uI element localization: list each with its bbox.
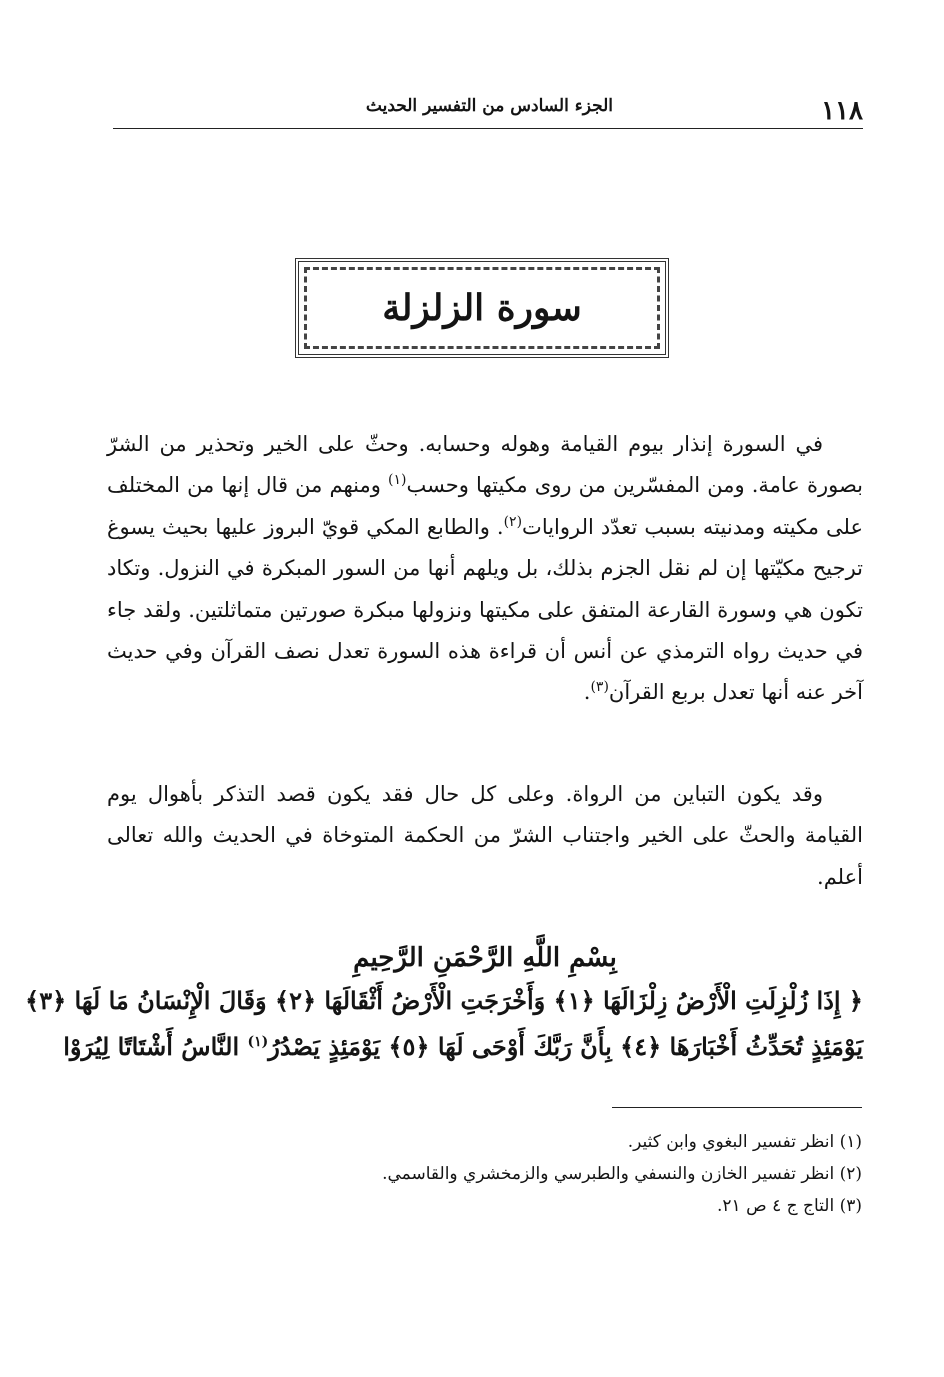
footnote-text: انظر تفسير الخازن والنسفي والطبرسي والزمخشري والقاسمي. (382, 1164, 835, 1184)
footnote-ref-1[interactable]: (١) (387, 472, 407, 489)
intro-text-part: في السورة إنذار بيوم القيامة وهوله وحسابه. وحثّ على الخير وتحذير من الشرّ بصورة عامة. ومن المفسّرين من روى مكيتها وحسب (107, 432, 863, 498)
header-title: الجزء السادس من التفسير الحديث (365, 96, 613, 116)
intro-text-part: . (583, 680, 591, 705)
footnotes (300, 1126, 862, 1222)
surah-title-frame-inner (304, 267, 660, 349)
footnote-item (300, 1126, 862, 1158)
second-paragraph: وقد يكون التباين من الرواة. وعلى كل حال فقد يكون قصد التذكر بأهوال يوم القيامة والحثّ على الخير واجتناب الشرّ من الحكمة المتوخاة في الحديث والله تعالى أعلم. (107, 782, 863, 889)
running-header (113, 88, 863, 129)
quran-text-block (25, 938, 863, 1070)
verse-text-end: النَّاسُ أَشْتَاتًا لِيُرَوْا (63, 1032, 248, 1061)
footnote-number: (٢) (839, 1164, 862, 1184)
intro-text-part: ومنهم من قال إنها من المختلف على مكيته ومدنيته بسبب تعدّد الروايات (107, 473, 863, 539)
intro-text-part: . والطابع المكي قويّ البروز عليها بحيث يسوغ ترجيح مكيّتها إن لم نقل الجزم بذلك، بل ويلهم أنها من السور المبكرة في النزول. وتكاد تكون هي وسورة القارعة المتفق على مكيتها ونزولها مبكرة صورتين متماثلتين. ولقد جاء في حديث رواه الترمذي عن أنس أن قراءة هذه السورة تعدل نصف القرآن وفي حديث آخر عنه أنها تعدل بربع القرآن (107, 514, 863, 705)
footnote-ref-3[interactable]: (٣) (590, 679, 609, 696)
footnote-item (300, 1190, 862, 1222)
surah-title-frame (295, 258, 669, 358)
footnote-separator (612, 1107, 862, 1108)
surah-title: سورة الزلزلة (382, 287, 582, 329)
verse-footnote-ref[interactable]: (١) (247, 1034, 269, 1050)
intro-paragraph (107, 424, 863, 714)
verse-line-1: ﴿ إِذَا زُلْزِلَتِ الْأَرْضُ زِلْزَالَهَا ﴿١﴾ وَأَخْرَجَتِ الْأَرْضُ أَثْقَالَهَا ﴿٢﴾ وَقَالَ الْإِنْسَانُ مَا لَهَا ﴿٣﴾ (25, 986, 863, 1015)
footnote-item (300, 1158, 862, 1190)
basmala: بِسْمِ اللَّهِ الرَّحْمَنِ الرَّحِيمِ (353, 943, 617, 973)
verse-text: يَوْمَئِذٍ تُحَدِّثُ أَخْبَارَهَا ﴿٤﴾ بِأَنَّ رَبَّكَ أَوْحَى لَهَا ﴿٥﴾ يَوْمَئِذٍ يَصْدُرُ (268, 1032, 863, 1061)
footnote-ref-2[interactable]: (٢) (503, 513, 523, 530)
footnote-text: انظر تفسير البغوي وابن كثير. (627, 1132, 835, 1152)
footnote-text: التاج ج ٤ ص ٢١. (717, 1196, 835, 1216)
footnote-number: (١) (839, 1132, 862, 1152)
verse-line-2 (63, 1024, 863, 1070)
footnote-number: (٣) (839, 1196, 862, 1216)
page-number: ١١٨ (821, 96, 863, 126)
